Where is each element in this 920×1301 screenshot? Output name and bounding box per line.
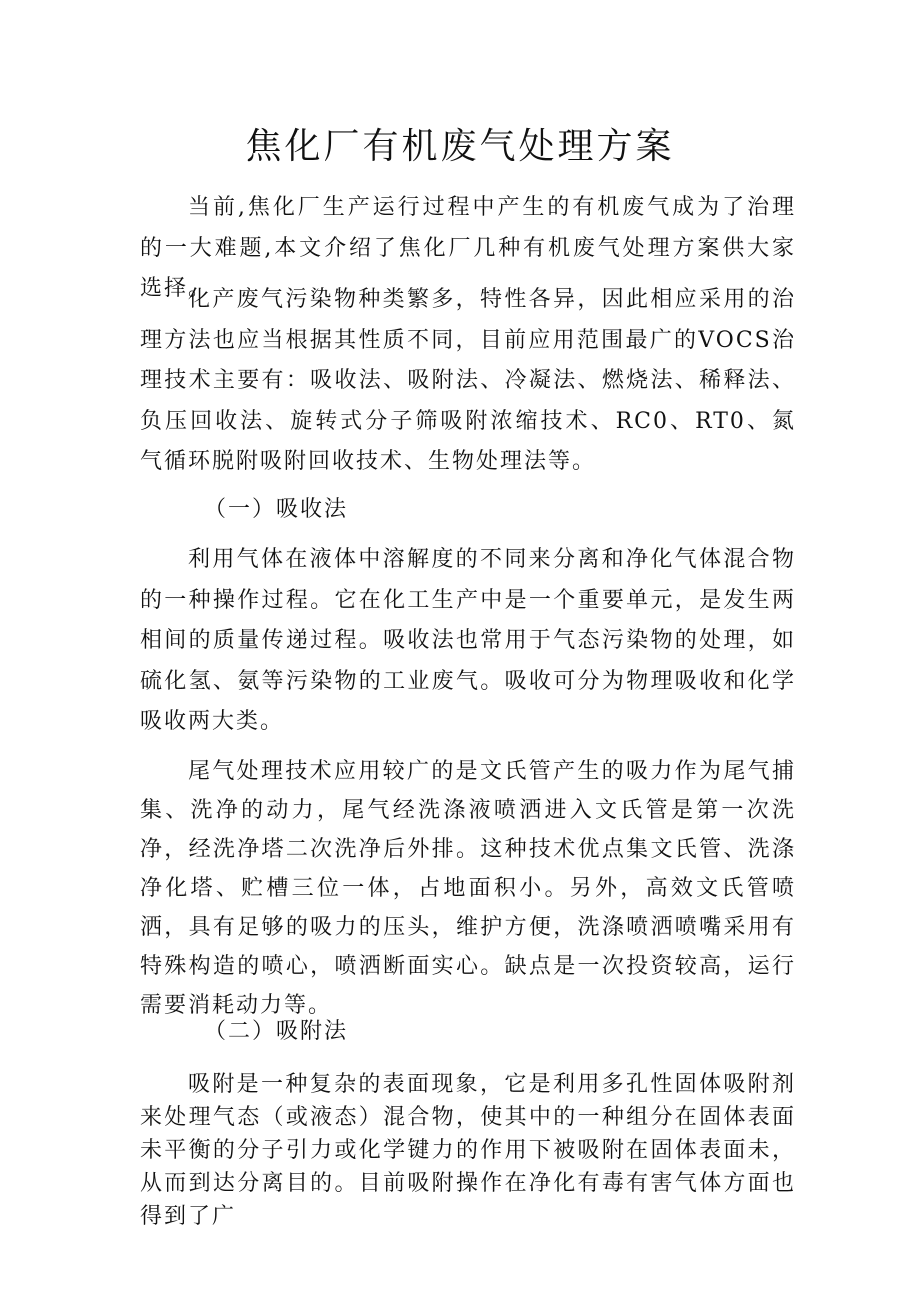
- section-heading-adsorption: （二）吸附法: [204, 1019, 349, 1044]
- intro-paragraph: 当前,焦化厂生产运行过程中产生的有机废气成为了治理的一大难题,本文介绍了焦化厂几种有机废气处理方案供大家选择。: [140, 195, 796, 301]
- absorption-paragraph-1: 利用气体在液体中溶解度的不同来分离和净化气体混合物的一种操作过程。它在化工生产中是一个重要单元，是发生两相间的质量传递过程。吸收法也常用于气态污染物的处理，如硫化氢、氨等污染物的工业废气。吸收可分为物理吸收和化学吸收两大类。: [140, 547, 796, 734]
- adsorption-paragraph-1: 吸附是一种复杂的表面现象，它是利用多孔性固体吸附剂来处理气态（或液态）混合物，使其中的一种组分在固体表面未平衡的分子引力或化学键力的作用下被吸附在固体表面未，从而到达分离目的。目前吸附操作在净化有毒有害气体方面也得到了广: [140, 1072, 796, 1229]
- absorption-paragraph-2: 尾气处理技术应用较广的是文氏管产生的吸力作为尾气捕集、洗净的动力，尾气经洗涤液喷洒进入文氏管是第一次洗净，经洗净塔二次洗净后外排。这种技术优点集文氏管、洗涤净化塔、贮槽三位一体，占地面积小。另外，高效文氏管喷洒，具有足够的吸力的压头，维护方便，洗涤喷洒喷嘴采用有特殊构造的喷心，喷洒断面实心。缺点是一次投资较高，运行需要消耗动力等。: [140, 759, 796, 1018]
- section-heading-absorption: （一）吸收法: [204, 497, 349, 522]
- overview-paragraph: 化产废气污染物种类繁多，特性各异，因此相应采用的治理方法也应当根据其性质不同，目前应用范围最广的VOCS治理技术主要有：吸收法、吸附法、冷凝法、燃烧法、稀释法、负压回收法、旋转式分子筛吸附浓缩技术、RC0、RT0、氮气循环脱附吸附回收技术、生物处理法等。: [140, 287, 796, 474]
- document-title: 焦化厂有机废气处理方案: [245, 126, 675, 167]
